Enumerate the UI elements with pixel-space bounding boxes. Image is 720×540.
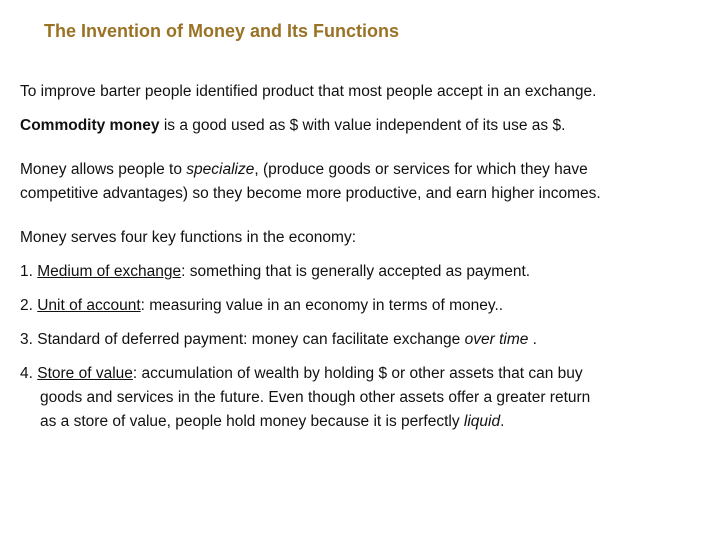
medium-of-exchange-term: Medium of exchange bbox=[37, 263, 182, 280]
store-of-value-line3-end: . bbox=[500, 413, 505, 430]
medium-of-exchange-definition: : something that is generally accepted as payment. bbox=[181, 263, 531, 280]
specialize-text-a: Money allows people to bbox=[20, 161, 187, 178]
specialize-term: specialize bbox=[186, 161, 255, 178]
commodity-money-definition: is a good used as $ with value independent of its use as $. bbox=[159, 117, 566, 134]
slide-title: The Invention of Money and Its Functions bbox=[44, 21, 399, 41]
function-medium-of-exchange bbox=[20, 260, 700, 284]
function-store-of-value-line1 bbox=[20, 362, 700, 386]
deferred-payment-text: 3. Standard of deferred payment: money can facilitate exchange bbox=[20, 331, 465, 348]
functions-intro: Money serves four key functions in the economy: bbox=[20, 229, 356, 246]
store-of-value-definition: : accumulation of wealth by holding $ or other assets that can buy bbox=[132, 365, 583, 382]
specialize-paragraph-line1 bbox=[20, 158, 700, 182]
commodity-money-term: Commodity money bbox=[20, 117, 160, 134]
over-time-term: over time bbox=[464, 331, 529, 348]
function-number: 2. bbox=[20, 297, 38, 314]
specialize-paragraph-line2: competitive advantages) so they become more productive, and earn higher incomes. bbox=[20, 185, 601, 202]
unit-of-account-term: Unit of account bbox=[37, 297, 141, 314]
function-store-of-value-line2: goods and services in the future. Even though other assets offer a greater return bbox=[40, 389, 591, 406]
slide-body bbox=[20, 80, 700, 434]
function-deferred-payment bbox=[20, 328, 700, 352]
commodity-money-paragraph bbox=[20, 114, 700, 138]
store-of-value-term: Store of value bbox=[37, 365, 133, 382]
barter-paragraph: To improve barter people identified product that most people accept in an exchange. bbox=[20, 83, 597, 100]
function-number: 1. bbox=[20, 263, 38, 280]
store-of-value-line3-text: as a store of value, people hold money because it is perfectly bbox=[40, 413, 464, 430]
function-unit-of-account bbox=[20, 294, 700, 318]
function-store-of-value-line3 bbox=[20, 410, 700, 434]
specialize-text-b: , (produce goods or services for which they have bbox=[254, 161, 588, 178]
function-number: 4. bbox=[20, 365, 38, 382]
deferred-payment-end: . bbox=[528, 331, 537, 348]
unit-of-account-definition: : measuring value in an economy in terms of money.. bbox=[140, 297, 504, 314]
liquid-term: liquid bbox=[463, 413, 501, 430]
